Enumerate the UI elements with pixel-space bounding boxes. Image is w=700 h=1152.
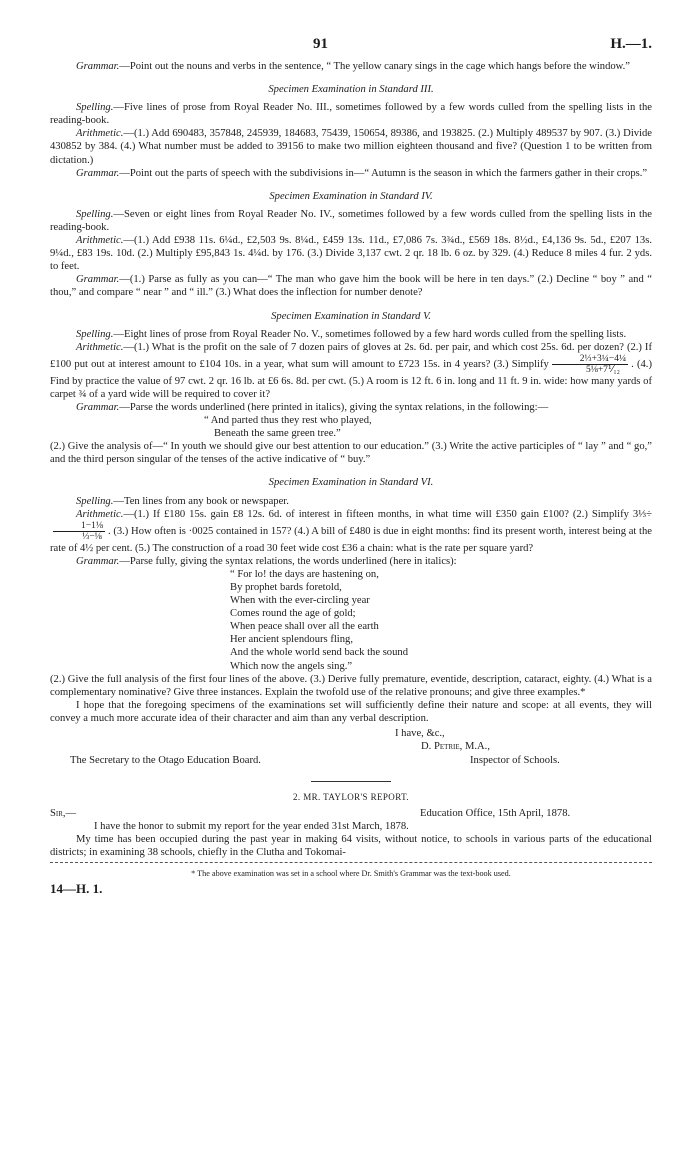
- std5-arith-text-b: . (4.) Find by practice the value of 97 cwt. 2 qr. 16 lb. at £6 6s. 8d. per cwt. (5.) A room is 12 ft. 6 in. long and 11 ft. 9 in. wide: how many yards of carpet ¾ of a yard wide will be required to cover it?: [50, 358, 652, 400]
- fraction-denominator: ⅓−⅛: [82, 531, 102, 542]
- std4-spelling-text: —Seven or eight lines from Royal Reader No. IV., sometimes followed by a few words culled from the spelling lists in the reading-book.: [50, 208, 652, 233]
- std6-arith-text-a: —(1.) If £180 15s. gain £8 12s. 6d. of interest in fifteen months, in what time will £350 gain £100? (2.) Simplify 3⅓÷: [123, 508, 652, 520]
- std5-spelling: [50, 328, 652, 341]
- verse-line: When peace shall over all the earth: [230, 621, 379, 633]
- footnote-rule: [50, 862, 652, 863]
- fraction-denominator: 5⅛+7⅟₁₂: [585, 364, 620, 375]
- verse-line: Her ancient splendours fling,: [230, 634, 353, 646]
- std4-grammar: [50, 273, 652, 299]
- spelling-label: Spelling.: [76, 495, 114, 507]
- verse-line: When with the ever-circling year: [230, 595, 370, 607]
- salutation: Sir,—: [50, 808, 77, 820]
- arithmetic-label: Arithmetic.: [76, 508, 124, 520]
- std3-arith-text: —(1.) Add 690483, 357848, 245939, 184683, 75439, 150654, 89386, and 193825. (2.) Multiply 489537 by 907. (3.) Divide 430852 by 384. (4.) What number must be added to 39156 to make two million eighteen thousand and five? (Question 1 to be written from dictation.): [50, 128, 652, 166]
- spelling-label: Spelling.: [76, 328, 114, 340]
- std5-verse: [204, 414, 652, 440]
- std3-heading: Specimen Examination in Standard III.: [268, 84, 434, 96]
- verse-line: Which now the angels sing.”: [230, 660, 353, 672]
- spelling-label: Spelling.: [76, 208, 114, 220]
- verse-line: And the whole world send back the sound: [230, 647, 408, 659]
- signatory-title: Inspector of Schools.: [470, 755, 560, 767]
- std4-arith-text: —(1.) Add £938 11s. 6¼d., £2,503 9s. 8¼d., £459 13s. 11d., £7,086 7s. 3¾d., £569 18s. 8½d., £4,136 9s. 5d., £207 13s. 9¼d., £83 19s. 10d. (2.) Multiply £95,843 1s. 4¼d. by 176. (3.) Divide 3,137 cwt. 2 qr. 18 lb. 6 oz. by 329. (4.) Reduce 8 miles 4 fur. 2 yds. to feet.: [50, 235, 652, 273]
- std6-arithmetic: [50, 508, 652, 555]
- std6-fraction: [53, 521, 105, 542]
- verse-line: “ And parted thus they rest who played,: [204, 415, 372, 427]
- std4-spelling: [50, 208, 652, 234]
- std4-heading: Specimen Examination in Standard IV.: [269, 190, 433, 202]
- section-divider: [311, 781, 391, 782]
- std4-arithmetic: [50, 234, 652, 273]
- std5-arith-text-a: —(1.) What is the profit on the sale of 7 dozen pairs of gloves at 2s. 6d. per pair, and which cost 25s. 6d. per dozen? (2.) If £100 put out at interest amount to £104 10s. in a year, what sum will amount to £723 15s. in 4 years? (3.) Simplify: [50, 341, 652, 370]
- verse-line: By prophet bards foretold,: [230, 582, 342, 593]
- std5-grammar-text: —Parse the words underlined (here printed in italics), giving the syntax relations, in the following:—: [119, 401, 549, 413]
- fraction-numerator: 2⅓+3¼−4¼: [552, 354, 628, 365]
- std6-grammar: [50, 555, 652, 568]
- grammar-label: Grammar.: [76, 61, 120, 72]
- std5-heading: Specimen Examination in Standard V.: [271, 310, 431, 322]
- grammar-label: Grammar.: [76, 555, 120, 567]
- printer-signature-mark: 14—H. 1.: [50, 880, 103, 896]
- std6-arith-text-b: . (3.) How often is ·0025 contained in 157? (4.) A bill of £480 is due in eight months: find its present worth, interest being at the rate of 4½ per cent. (5.) The construction of a road 30 feet wide cost £36 a chain: what is the rate per square yard?: [50, 525, 652, 554]
- sign-off: I have, &c.,: [395, 728, 445, 740]
- addressee: The Secretary to the Otago Education Board.: [70, 755, 261, 767]
- grammar-label: Grammar.: [76, 167, 120, 179]
- closing-paragraph: I hope that the foregoing specimens of the examinations set will sufficiently define their nature and scope: at all events, they will convey a much more accurate idea of their character and aim than any verbal description.: [50, 699, 652, 724]
- fraction-numerator: 1−1⅛: [53, 521, 105, 532]
- footnote: * The above examination was set in a school where Dr. Smith's Grammar was the text-book used.: [191, 869, 511, 879]
- intro-paragraph: [50, 60, 652, 73]
- std3-spelling: [50, 101, 652, 127]
- std3-grammar: [50, 167, 652, 180]
- std5-grammar: [50, 401, 652, 414]
- series-number: H.—1.: [610, 36, 652, 52]
- verse-line: Beneath the same green tree.”: [214, 428, 341, 440]
- std5-spelling-text: —Eight lines of prose from Royal Reader No. V., sometimes followed by a few hard words culled from the spelling lists.: [113, 328, 627, 340]
- std5-fraction: [552, 354, 628, 375]
- signatory-name: D. Petrie, M.A.,: [421, 741, 490, 753]
- std3-grammar-text: —Point out the parts of speech with the subdivisions in—“ Autumn is the season in which the farmers gather in their crops.”: [119, 167, 648, 179]
- std6-analysis: (2.) Give the full analysis of the first four lines of the above. (3.) Derive fully premature, eventide, description, cataract, eighty. (4.) What is a complementary nominative? Give three instances. Explain the twofold use of the relative pronouns; and give three examples.*: [50, 673, 652, 698]
- arithmetic-label: Arithmetic.: [76, 341, 124, 353]
- std4-grammar-text: —(1.) Parse as fully as you can—“ The man who gave him the book will be here in ten days.” (2.) Decline “ boy ” and “ thou,” and compare “ near ” and “ ill.” (3.) What does the inflection for number denote?: [50, 274, 652, 299]
- spelling-label: Spelling.: [76, 102, 114, 114]
- dateline: Education Office, 15th April, 1878.: [420, 808, 571, 820]
- std6-spelling: [50, 495, 652, 508]
- report-heading: 2. MR. TAYLOR'S REPORT.: [293, 792, 409, 803]
- verse-line: “ For lo! the days are hastening on,: [230, 568, 379, 580]
- std6-spelling-text: —Ten lines from any book or newspaper.: [113, 495, 289, 507]
- std3-arithmetic: [50, 127, 652, 166]
- grammar-label: Grammar.: [76, 401, 120, 413]
- report-paragraph-2: My time has been occupied during the past year in making 64 visits, without notice, to schools in various parts of the educational districts; in examining 38 schools, chiefly in the Clutha and Tokomai-: [50, 834, 652, 859]
- report-paragraph-1: I have the honor to submit my report for the year ended 31st March, 1878.: [94, 821, 409, 833]
- std6-verse: [230, 568, 652, 673]
- std3-spelling-text: —Five lines of prose from Royal Reader No. III., sometimes followed by a few words culled from the spelling lists in the reading-book.: [50, 102, 652, 127]
- verse-line: Comes round the age of gold;: [230, 608, 356, 620]
- std5-analysis: (2.) Give the analysis of—“ In youth we should give our best attention to our education.” (3.) Write the active participles of “ lay ” and “ go,” and the third person singular of the tenses of the active indicative of “ buy.”: [50, 441, 652, 466]
- arithmetic-label: Arithmetic.: [76, 235, 124, 247]
- page-header: [50, 38, 652, 60]
- grammar-label: Grammar.: [76, 274, 120, 286]
- signature-block: [50, 727, 652, 767]
- std5-arithmetic: [50, 341, 652, 401]
- std6-grammar-text: —Parse fully, giving the syntax relations, the words underlined (here in italics):: [119, 555, 457, 567]
- intro-text: —Point out the nouns and verbs in the sentence, “ The yellow canary sings in the cage which hangs before the window.”: [119, 61, 630, 72]
- page-number: 91: [313, 36, 328, 52]
- std6-heading: Specimen Examination in Standard VI.: [268, 477, 434, 489]
- arithmetic-label: Arithmetic.: [76, 128, 124, 140]
- salutation-line: [50, 807, 652, 820]
